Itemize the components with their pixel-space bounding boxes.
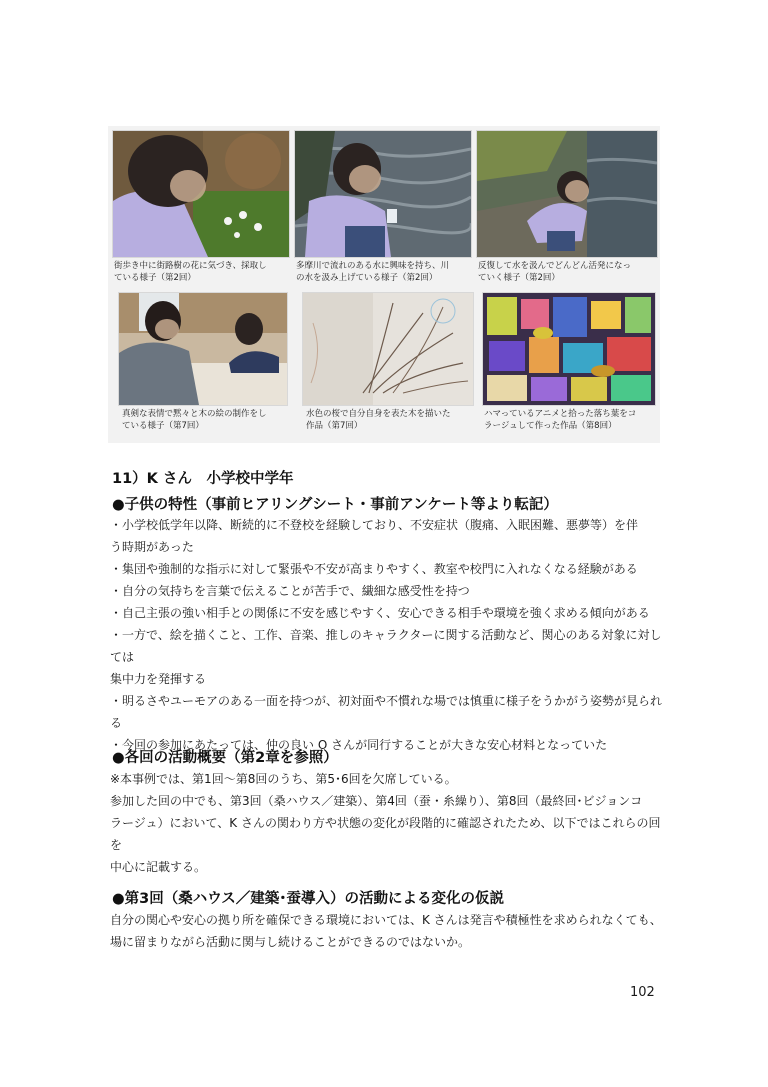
photo-drawing [118, 292, 288, 406]
hypothesis-text [110, 909, 662, 953]
photo-caption-3: 反復して水を汲んでどんどん活発になっ ていく様子（第2回） [478, 261, 632, 283]
overview-line: ※本事例では、第1回～第8回のうち、第5･6回を欠席している。 [110, 772, 457, 786]
photo-caption-6: ハマっているアニメと拾った落ち葉をコ ラージュして作った作品（第8回） [484, 409, 637, 431]
photo-caption-1: 街歩き中に街路樹の花に気づき、採取し ている様子（第2回） [114, 261, 267, 283]
photo-caption-4: 真剣な表情で黙々と木の絵の制作をし ている様子（第7回） [122, 409, 267, 431]
photo-collage-artwork [482, 292, 656, 406]
photo-riverbank [476, 130, 658, 258]
traits-heading: ●子供の特性（事前ヒアリングシート・事前アンケート等より転記） [112, 497, 558, 513]
photo-river [294, 130, 472, 258]
photo-caption-5: 水色の桜で自分自身を表た木を描いた 作品（第7回） [306, 409, 451, 431]
hypothesis-heading: ●第3回（桑ハウス／建築･蚕導入）の活動による変化の仮説 [112, 891, 505, 907]
overview-heading: ●各回の活動概要（第2章を参照） [112, 750, 338, 766]
overview-line: 参加した回の中でも、第3回（桑ハウス／建築）、第4回（蚕・糸繰り）、第8回（最終回･ビジョンコ [110, 794, 643, 808]
photo-collage [108, 126, 660, 443]
photo-tree-artwork [302, 292, 474, 406]
overview-line: 中心に記載する。 [110, 860, 207, 874]
traits-line: ・今回の参加にあたっては、仲の良い O さんが同行することが大きな安心材料となっていた [110, 738, 608, 752]
hypothesis-line: 場に留まりながら活動に関与し続けることができるのではないか。 [110, 935, 471, 949]
traits-list [110, 514, 662, 756]
traits-line: ・自己主張の強い相手との関係に不安を感じやすく、安心できる相手や環境を強く求める傾向がある [110, 606, 650, 620]
traits-line: 集中力を発揮する [110, 672, 207, 686]
hypothesis-line: 自分の関心や安心の拠り所を確保できる環境においては、K さんは発言や積極性を求められなくても、 [110, 913, 662, 927]
traits-line: う時期があった [110, 540, 194, 554]
page-number: 102 [630, 985, 655, 1000]
traits-line: ・明るさやユーモアのある一面を持つが、初対面や不慣れな場では慎重に様子をうかがう姿勢が見られる [110, 694, 663, 730]
photo-flowers [112, 130, 290, 258]
traits-line: ・小学校低学年以降、断続的に不登校を経験しており、不安症状（腹痛、入眠困難、悪夢等）を伴 [110, 518, 639, 532]
photo-caption-2: 多摩川で流れのある水に興味を持ち、川 の水を汲み上げている様子（第2回） [296, 261, 450, 283]
overview-line: ラージュ）において、K さんの関わり方や状態の変化が段階的に確認されたため、以下ではこれらの回を [110, 816, 661, 852]
traits-line: ・自分の気持ちを言葉で伝えることが苦手で、繊細な感受性を持つ [110, 584, 470, 598]
traits-line: ・集団や強制的な指示に対して緊張や不安が高まりやすく、教室や校門に入れなくなる経験がある [110, 562, 638, 576]
overview-text [110, 768, 662, 878]
traits-line: ・一方で、絵を描くこと、工作、音楽、推しのキャラクターに関する活動など、関心のある対象に対しては [110, 628, 662, 664]
section-title: 11）K さん 小学校中学年 [112, 471, 294, 487]
